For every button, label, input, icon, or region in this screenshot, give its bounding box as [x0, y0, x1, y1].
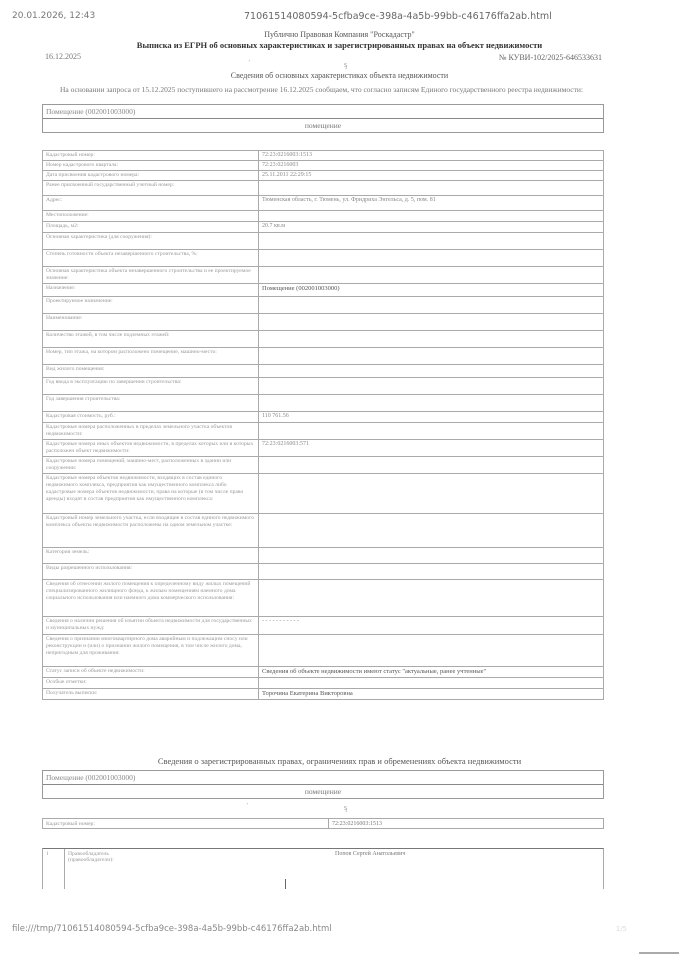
row-label: Площадь, м2:	[43, 222, 259, 233]
row-value	[259, 514, 604, 548]
rights-object-kind: помещение	[304, 787, 342, 796]
row-label: Сведения о признании многоквартирного дома аварийным и подлежащим сносу или реконструкции и (или) о признании жилого помещения, в том числе жилого дома, непригодным для проживания:	[43, 635, 259, 667]
table-row	[43, 250, 604, 267]
row-value	[259, 331, 604, 348]
row-value	[259, 548, 604, 564]
object-type-box	[42, 104, 604, 133]
row-value: 72:23:0216003	[259, 161, 604, 171]
scan-mark-icon: ᶊ	[344, 60, 348, 69]
rights-holder-label: Правообладатель (правообладатели):	[68, 851, 114, 863]
row-label: Вид жилого помещения:	[43, 365, 259, 378]
characteristics-table	[42, 150, 604, 700]
row-value: Тюменская область, г. Тюмень, ул. Фридриха Энгельса, д. 5, пом. 81	[259, 196, 604, 211]
row-value	[259, 314, 604, 331]
row-label: Категория земель:	[43, 548, 259, 564]
table-row	[43, 348, 604, 365]
table-row	[43, 211, 604, 222]
row-label: Кадастровые номера помещений, машино-мест, расположенных в здании или сооружении:	[43, 457, 259, 474]
table-row	[43, 151, 604, 161]
document-date: 16.12.2025	[45, 52, 81, 61]
footer-url: file:///tmp/71061514080594-5cfba9ce-398a-4a5b-99bb-c46176ffa2ab.html	[12, 924, 332, 934]
section1-title: Сведения об основных характеристиках объекта недвижимости	[230, 71, 449, 80]
row-value	[259, 378, 604, 395]
table-row	[43, 412, 604, 423]
rights-object-type: Помещение (002001003000)	[43, 771, 603, 785]
table-row	[43, 617, 604, 635]
table-row	[43, 222, 604, 233]
row-label: Виды разрешенного использования:	[43, 564, 259, 580]
table-row	[43, 564, 604, 580]
rights-cadastral-label: Кадастровый номер:	[43, 819, 329, 828]
table-row	[43, 689, 604, 700]
row-label: Степень готовности объекта незавершенного строительства, %:	[43, 250, 259, 267]
row-label: Назначение:	[43, 284, 259, 297]
row-value	[259, 181, 604, 196]
table-row	[43, 678, 604, 689]
table-row	[43, 181, 604, 196]
rights-cadastral-row	[42, 818, 604, 829]
row-label: Сведения об отнесении жилого помещения к определенному виду жилых помещений специализированного жилищного фонда, к жилым помещениям наемного дома социального использования или наемного дома коммерческого использования:	[43, 580, 259, 617]
row-label: Получатель выписки:	[43, 689, 259, 700]
table-row	[43, 365, 604, 378]
row-label: Ранее присвоенный государственный учетный номер:	[43, 181, 259, 196]
scan-mark-icon: ˊ	[248, 59, 251, 68]
table-row	[43, 297, 604, 314]
row-label: Дата присвоения кадастрового номера:	[43, 171, 259, 181]
row-value: Помещение (002001003000)	[259, 284, 604, 297]
file-title: 71061514080594-5cfba9ce-398a-4a5b-99bb-c46176ffa2ab.html	[244, 11, 552, 22]
table-row	[43, 548, 604, 564]
column-divider	[285, 879, 286, 889]
row-label: Кадастровый номер земельного участка, если входящие в состав единого недвижимого комплекса объекты недвижимости расположены на одном земельном участке:	[43, 514, 259, 548]
table-row	[43, 667, 604, 678]
row-value: 72:23:0216003:571	[259, 440, 604, 457]
row-value: 72:23:0216003:1513	[259, 151, 604, 161]
section2-title: Сведения о зарегистрированных правах, ограничениях прав и обременениях объекта недвижимости	[157, 756, 522, 766]
row-label: Адрес:	[43, 196, 259, 211]
row-label: Местоположение:	[43, 211, 259, 222]
table-row	[43, 267, 604, 284]
rights-object-type-box	[42, 770, 604, 799]
row-label: Наименование:	[43, 314, 259, 331]
row-label: Номер, тип этажа, на котором расположено помещение, машино-место:	[43, 348, 259, 365]
row-value	[259, 297, 604, 314]
row-label: Кадастровые номера объектов недвижимости, входящих в состав единого недвижимого комплекса, предприятия как имущественного комплекса либо кадастровые номера объектов недвижимости, права на которые (в том числе право аренды) входят в состав предприятия как имущественного комплекса:	[43, 474, 259, 514]
row-label: Кадастровая стоимость, руб.:	[43, 412, 259, 423]
row-value	[259, 474, 604, 514]
row-value	[259, 250, 604, 267]
table-row	[43, 331, 604, 348]
document-title: Выписка из ЕГРН об основных характеристиках и зарегистрированных правах на объект недвижимости	[136, 40, 543, 50]
table-row	[43, 284, 604, 297]
row-label: Основная характеристика (для сооружения):	[43, 233, 259, 250]
row-value	[259, 348, 604, 365]
row-value	[259, 423, 604, 440]
row-label: Статус записи об объекте недвижимости:	[43, 667, 259, 678]
print-date: 20.01.2026, 12:43	[12, 11, 96, 21]
row-value	[259, 365, 604, 378]
scan-mark-icon: ˊ	[246, 802, 249, 811]
table-row	[43, 395, 604, 412]
row-label: Кадастровые номера иных объектов недвижимости, в пределах которых или в которых расположен объект недвижимости:	[43, 440, 259, 457]
object-kind: помещение	[304, 121, 342, 130]
table-row	[43, 580, 604, 617]
row-label: Кадастровые номера расположенных в пределах земельного участка объектов недвижимости:	[43, 423, 259, 440]
row-label: Год ввода в эксплуатацию по завершении строительства:	[43, 378, 259, 395]
row-value	[259, 395, 604, 412]
rights-cadastral-value: 72:23:0216003:1513	[332, 821, 383, 827]
row-label: Год завершения строительства:	[43, 395, 259, 412]
table-row	[43, 514, 604, 548]
rights-holder-row	[42, 848, 604, 889]
table-row	[43, 457, 604, 474]
table-row	[43, 196, 604, 211]
organization-name: Публично Правовая Компания "Роскадастр"	[264, 30, 415, 39]
row-value: - - - - - - - - - - -	[259, 617, 604, 635]
page-counter: 1/5	[615, 925, 627, 933]
table-row	[43, 440, 604, 457]
table-row	[43, 171, 604, 181]
table-row	[43, 161, 604, 171]
object-type: Помещение (002001003000)	[43, 105, 603, 119]
row-value	[259, 564, 604, 580]
scan-mark-icon: ᶊ	[344, 803, 348, 812]
page-edge-divider	[639, 952, 679, 954]
row-value: 110 761.56	[259, 412, 604, 423]
row-value	[259, 580, 604, 617]
row-label: Количество этажей, в том числе подземных этажей:	[43, 331, 259, 348]
table-row	[43, 378, 604, 395]
row-label: Основная характеристика объекта незавершенного строительства и ее проектируемое значение:	[43, 267, 259, 284]
row-label: Проектируемое назначение:	[43, 297, 259, 314]
table-row	[43, 314, 604, 331]
row-value: 20.7 кв.м	[259, 222, 604, 233]
row-label: Сведения о наличии решения об изъятии объекта недвижимости для государственных и муниципальных нужд:	[43, 617, 259, 635]
row-value: Сведения об объекте недвижимости имеют статус "актуальные, ранее учтенные"	[259, 667, 604, 678]
row-value	[259, 457, 604, 474]
row-label: Особые отметки:	[43, 678, 259, 689]
row-value	[259, 678, 604, 689]
table-row	[43, 423, 604, 440]
table-row	[43, 233, 604, 250]
rights-holder-value: Попов Сергей Анатольевич	[335, 851, 406, 857]
table-row	[43, 474, 604, 514]
row-value	[259, 267, 604, 284]
row-label: Кадастровый номер:	[43, 151, 259, 161]
row-value: 25.11.2011 22:29:15	[259, 171, 604, 181]
document-number: № КУВИ-102/2025-646533631	[498, 53, 602, 62]
row-value	[259, 233, 604, 250]
column-divider	[64, 849, 65, 889]
row-value	[259, 211, 604, 222]
row-value: Торочина Екатерина Викторовна	[259, 689, 604, 700]
table-row	[43, 635, 604, 667]
rights-row-number: 1	[46, 851, 49, 857]
row-label: Номер кадастрового квартала:	[43, 161, 259, 171]
intro-text: На основании запроса от 15.12.2025 поступившего на рассмотрение 16.12.2025 сообщаем, что согласно записям Единого государственного реестра недвижимости:	[60, 85, 584, 94]
row-value	[259, 635, 604, 667]
